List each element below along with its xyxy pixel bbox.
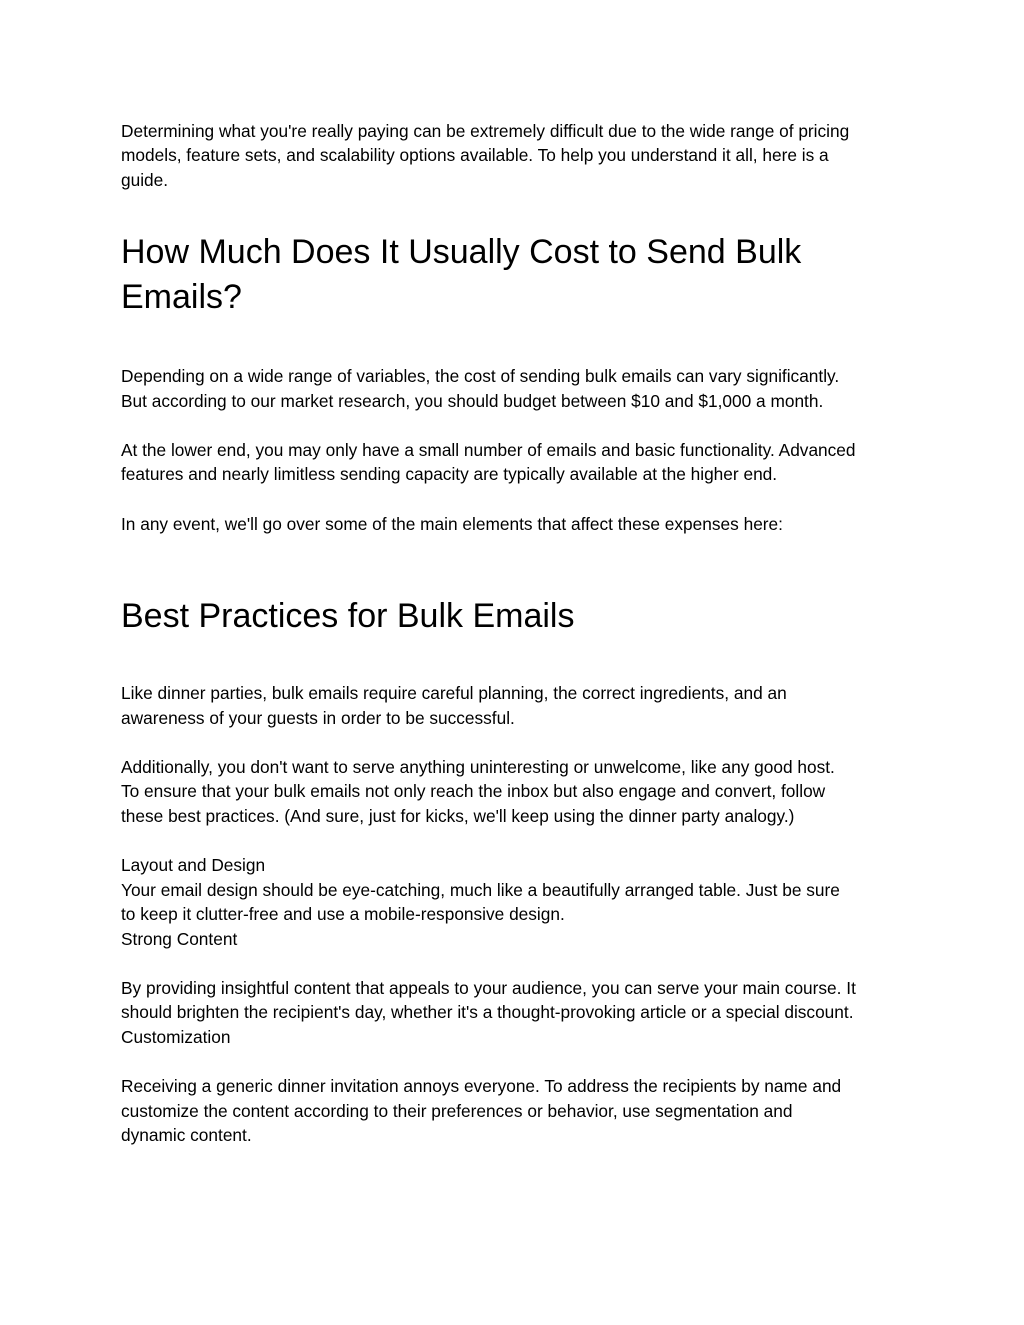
practices-paragraph-2 (121, 755, 911, 828)
text-line: But according to our market research, you should budget between $10 and $1,000 a month. (121, 390, 824, 411)
text-line: dynamic content. (121, 1124, 252, 1145)
heading-line: Emails? (121, 278, 242, 317)
heading-line: How Much Does It Usually Cost to Send Bulk (121, 233, 802, 272)
subheading-layout-design: Layout and Design (121, 855, 266, 876)
text-line: these best practices. (And sure, just for kicks, we'll keep using the dinner party analogy.) (121, 805, 795, 826)
text-line: Like dinner parties, bulk emails require careful planning, the correct ingredients, and an (121, 683, 787, 704)
text-line: In any event, we'll go over some of the main elements that affect these expenses here: (121, 513, 783, 534)
text-line: features and nearly limitless sending capacity are typically available at the higher end. (121, 464, 778, 485)
cost-paragraph-3 (121, 512, 911, 536)
text-line: To ensure that your bulk emails not only reach the inbox but also engage and convert, follow (121, 781, 826, 802)
text-line: to keep it clutter-free and use a mobile-responsive design. (121, 904, 565, 925)
practices-paragraph-1 (121, 681, 911, 730)
cost-paragraph-2 (121, 438, 911, 487)
strong-content-block (121, 976, 911, 1049)
subheading-customization: Customization (121, 1026, 231, 1047)
layout-design-block (121, 853, 911, 951)
heading-line: Best Practices for Bulk Emails (121, 597, 575, 636)
text-line: guide. (121, 169, 169, 190)
document-page (121, 116, 911, 1147)
text-line: customize the content according to their preferences or behavior, use segmentation and (121, 1100, 793, 1121)
text-line: models, feature sets, and scalability options available. To help you understand it all, here is a (121, 145, 829, 166)
customization-block (121, 1074, 911, 1147)
text-line: Additionally, you don't want to serve anything uninteresting or unwelcome, like any good host. (121, 757, 835, 778)
section-heading-cost (121, 230, 911, 320)
text-line: Receiving a generic dinner invitation annoys everyone. To address the recipients by name and (121, 1076, 842, 1097)
text-line: should brighten the recipient's day, whether it's a thought-provoking article or a special discount. (121, 1002, 854, 1023)
text-line: At the lower end, you may only have a small number of emails and basic functionality. Advanced (121, 440, 856, 461)
text-line: Depending on a wide range of variables, the cost of sending bulk emails can vary significantly. (121, 366, 840, 387)
cost-paragraph-1 (121, 364, 911, 413)
text-line: awareness of your guests in order to be successful. (121, 707, 515, 728)
text-line: Your email design should be eye-catching, much like a beautifully arranged table. Just be sure (121, 879, 840, 900)
text-line: Determining what you're really paying can be extremely difficult due to the wide range of pricing (121, 121, 850, 141)
text-line: By providing insightful content that appeals to your audience, you can serve your main course. It (121, 977, 856, 998)
subheading-strong-content: Strong Content (121, 928, 238, 949)
section-heading-best-practices (121, 594, 911, 639)
intro-paragraph (121, 119, 911, 192)
